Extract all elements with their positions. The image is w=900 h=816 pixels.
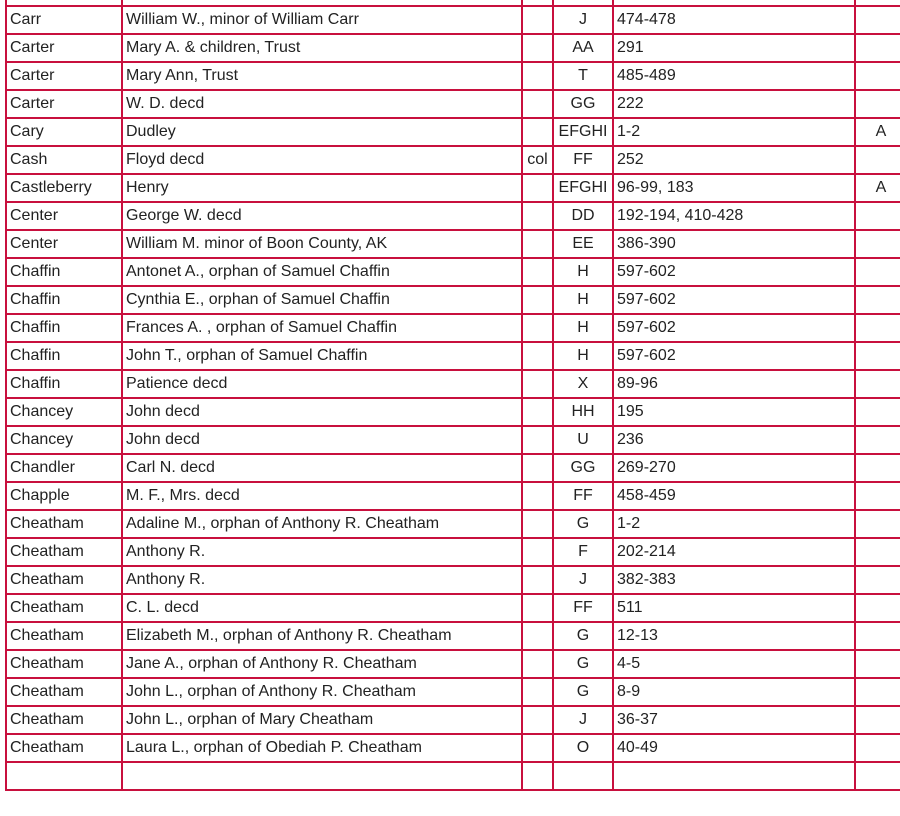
book-cell: FF: [553, 594, 613, 622]
pages-cell: 382-383: [613, 566, 855, 594]
race-cell: [522, 706, 553, 734]
book-cell: GG: [553, 454, 613, 482]
given-name-cell: John decd: [122, 398, 522, 426]
race-cell: [522, 6, 553, 34]
given-name-cell: John T., orphan of Samuel Chaffin: [122, 342, 522, 370]
surname-cell: Cash: [6, 146, 122, 174]
pages-cell: 202-214: [613, 538, 855, 566]
pages-cell: 236: [613, 426, 855, 454]
pages-cell: 89-96: [613, 370, 855, 398]
given-name-cell: Floyd decd: [122, 146, 522, 174]
pages-cell: 597-602: [613, 258, 855, 286]
table-row: [6, 566, 900, 594]
note-cell: [855, 594, 900, 622]
race-cell: [522, 370, 553, 398]
given-name-cell: Antonet A., orphan of Samuel Chaffin: [122, 258, 522, 286]
book-cell: U: [553, 426, 613, 454]
race-cell: [522, 230, 553, 258]
race-cell: [522, 174, 553, 202]
surname-cell: Cheatham: [6, 622, 122, 650]
pages-cell: 597-602: [613, 342, 855, 370]
table-row: [6, 286, 900, 314]
surname-cell: Cheatham: [6, 706, 122, 734]
surname-cell: Chaffin: [6, 314, 122, 342]
surname-cell: Cheatham: [6, 678, 122, 706]
given-name-cell: Dudley: [122, 118, 522, 146]
pages-cell: 485-489: [613, 62, 855, 90]
probate-index-table: [5, 0, 900, 791]
race-cell: [522, 426, 553, 454]
book-cell: H: [553, 286, 613, 314]
note-cell: [855, 622, 900, 650]
race-cell: [522, 342, 553, 370]
table-row: [6, 370, 900, 398]
note-cell: [855, 370, 900, 398]
pages-cell: 8-9: [613, 678, 855, 706]
note-cell: [855, 734, 900, 762]
book-cell: H: [553, 342, 613, 370]
note-cell: A: [855, 118, 900, 146]
given-name-cell: Mary A. & children, Trust: [122, 34, 522, 62]
pages-cell: 511: [613, 594, 855, 622]
pages-cell: 4-5: [613, 650, 855, 678]
note-cell: [855, 146, 900, 174]
note-cell: [855, 762, 900, 790]
surname-cell: Cary: [6, 118, 122, 146]
given-name-cell: John decd: [122, 426, 522, 454]
surname-cell: Cheatham: [6, 538, 122, 566]
given-name-cell: Laura L., orphan of Obediah P. Cheatham: [122, 734, 522, 762]
pages-cell: 291: [613, 34, 855, 62]
race-cell: [522, 398, 553, 426]
table-row: [6, 118, 900, 146]
surname-cell: Cheatham: [6, 734, 122, 762]
race-cell: [522, 538, 553, 566]
given-name-cell: William M. minor of Boon County, AK: [122, 230, 522, 258]
given-name-cell: C. L. decd: [122, 594, 522, 622]
book-cell: DD: [553, 202, 613, 230]
surname-cell: Carr: [6, 6, 122, 34]
book-cell: H: [553, 258, 613, 286]
race-cell: [522, 454, 553, 482]
race-cell: [522, 90, 553, 118]
surname-cell: Center: [6, 230, 122, 258]
surname-cell: Chandler: [6, 454, 122, 482]
book-cell: H: [553, 314, 613, 342]
table-row: [6, 426, 900, 454]
book-cell: HH: [553, 398, 613, 426]
given-name-cell: Henry: [122, 174, 522, 202]
table-row: [6, 34, 900, 62]
note-cell: A: [855, 174, 900, 202]
given-name-cell: Jane A., orphan of Anthony R. Cheatham: [122, 650, 522, 678]
note-cell: [855, 566, 900, 594]
book-cell: F: [553, 538, 613, 566]
race-cell: [522, 762, 553, 790]
table-row: [6, 6, 900, 34]
table-row: [6, 734, 900, 762]
race-cell: [522, 286, 553, 314]
given-name-cell: Carl N. decd: [122, 454, 522, 482]
table-row: [6, 650, 900, 678]
pages-cell: 458-459: [613, 482, 855, 510]
given-name-cell: Patience decd: [122, 370, 522, 398]
given-name-cell: Mary Ann, Trust: [122, 62, 522, 90]
table-row: [6, 454, 900, 482]
book-cell: G: [553, 622, 613, 650]
note-cell: [855, 34, 900, 62]
surname-cell: Chancey: [6, 426, 122, 454]
table-row: [6, 538, 900, 566]
pages-cell: 1-2: [613, 510, 855, 538]
book-cell: G: [553, 678, 613, 706]
race-cell: col: [522, 146, 553, 174]
race-cell: [522, 34, 553, 62]
note-cell: [855, 202, 900, 230]
book-cell: EFGHI: [553, 174, 613, 202]
book-cell: EFGHI: [553, 118, 613, 146]
pages-cell: 222: [613, 90, 855, 118]
pages-cell: 96-99, 183: [613, 174, 855, 202]
table-row: [6, 594, 900, 622]
surname-cell: Carter: [6, 62, 122, 90]
book-cell: AA: [553, 34, 613, 62]
given-name-cell: Anthony R.: [122, 538, 522, 566]
note-cell: [855, 706, 900, 734]
note-cell: [855, 426, 900, 454]
race-cell: [522, 314, 553, 342]
surname-cell: Cheatham: [6, 566, 122, 594]
book-cell: T: [553, 62, 613, 90]
book-cell: J: [553, 6, 613, 34]
surname-cell: [6, 762, 122, 790]
note-cell: [855, 650, 900, 678]
surname-cell: Carter: [6, 34, 122, 62]
given-name-cell: Adaline M., orphan of Anthony R. Cheatham: [122, 510, 522, 538]
table-row: [6, 258, 900, 286]
table-row: [6, 622, 900, 650]
pages-cell: 597-602: [613, 286, 855, 314]
book-cell: GG: [553, 90, 613, 118]
table-row: [6, 706, 900, 734]
book-cell: G: [553, 650, 613, 678]
note-cell: [855, 286, 900, 314]
table-row: [6, 678, 900, 706]
race-cell: [522, 202, 553, 230]
surname-cell: Cheatham: [6, 650, 122, 678]
pages-cell: 474-478: [613, 6, 855, 34]
surname-cell: Chaffin: [6, 370, 122, 398]
table-row: [6, 314, 900, 342]
table-row: [6, 90, 900, 118]
surname-cell: Chaffin: [6, 342, 122, 370]
table-row: [6, 230, 900, 258]
race-cell: [522, 62, 553, 90]
pages-cell: [613, 762, 855, 790]
note-cell: [855, 230, 900, 258]
note-cell: [855, 314, 900, 342]
surname-cell: Chancey: [6, 398, 122, 426]
given-name-cell: [122, 762, 522, 790]
book-cell: X: [553, 370, 613, 398]
pages-cell: 1-2: [613, 118, 855, 146]
book-cell: FF: [553, 482, 613, 510]
table-row: [6, 342, 900, 370]
surname-cell: Chaffin: [6, 258, 122, 286]
note-cell: [855, 6, 900, 34]
surname-cell: Carter: [6, 90, 122, 118]
surname-cell: Cheatham: [6, 510, 122, 538]
race-cell: [522, 258, 553, 286]
table-row: [6, 762, 900, 790]
race-cell: [522, 678, 553, 706]
given-name-cell: George W. decd: [122, 202, 522, 230]
note-cell: [855, 678, 900, 706]
book-cell: [553, 762, 613, 790]
given-name-cell: M. F., Mrs. decd: [122, 482, 522, 510]
note-cell: [855, 90, 900, 118]
pages-cell: 252: [613, 146, 855, 174]
table-row: [6, 146, 900, 174]
book-cell: EE: [553, 230, 613, 258]
table-row: [6, 510, 900, 538]
given-name-cell: Frances A. , orphan of Samuel Chaffin: [122, 314, 522, 342]
pages-cell: 36-37: [613, 706, 855, 734]
table-row: [6, 202, 900, 230]
race-cell: [522, 510, 553, 538]
pages-cell: 12-13: [613, 622, 855, 650]
pages-cell: 597-602: [613, 314, 855, 342]
surname-cell: Castleberry: [6, 174, 122, 202]
race-cell: [522, 594, 553, 622]
given-name-cell: Elizabeth M., orphan of Anthony R. Cheatham: [122, 622, 522, 650]
book-cell: J: [553, 566, 613, 594]
race-cell: [522, 566, 553, 594]
table-row: [6, 62, 900, 90]
note-cell: [855, 62, 900, 90]
table-row: [6, 174, 900, 202]
given-name-cell: Cynthia E., orphan of Samuel Chaffin: [122, 286, 522, 314]
race-cell: [522, 622, 553, 650]
pages-cell: 192-194, 410-428: [613, 202, 855, 230]
note-cell: [855, 538, 900, 566]
given-name-cell: Anthony R.: [122, 566, 522, 594]
given-name-cell: John L., orphan of Mary Cheatham: [122, 706, 522, 734]
pages-cell: 40-49: [613, 734, 855, 762]
note-cell: [855, 342, 900, 370]
note-cell: [855, 398, 900, 426]
given-name-cell: John L., orphan of Anthony R. Cheatham: [122, 678, 522, 706]
book-cell: FF: [553, 146, 613, 174]
note-cell: [855, 454, 900, 482]
note-cell: [855, 482, 900, 510]
pages-cell: 269-270: [613, 454, 855, 482]
table-body: [6, 0, 900, 790]
race-cell: [522, 118, 553, 146]
table-row: [6, 482, 900, 510]
pages-cell: 195: [613, 398, 855, 426]
note-cell: [855, 510, 900, 538]
surname-cell: Chapple: [6, 482, 122, 510]
race-cell: [522, 650, 553, 678]
surname-cell: Cheatham: [6, 594, 122, 622]
pages-cell: 386-390: [613, 230, 855, 258]
book-cell: G: [553, 510, 613, 538]
surname-cell: Chaffin: [6, 286, 122, 314]
race-cell: [522, 734, 553, 762]
given-name-cell: William W., minor of William Carr: [122, 6, 522, 34]
book-cell: O: [553, 734, 613, 762]
book-cell: J: [553, 706, 613, 734]
race-cell: [522, 482, 553, 510]
table-row: [6, 398, 900, 426]
surname-cell: Center: [6, 202, 122, 230]
given-name-cell: W. D. decd: [122, 90, 522, 118]
note-cell: [855, 258, 900, 286]
